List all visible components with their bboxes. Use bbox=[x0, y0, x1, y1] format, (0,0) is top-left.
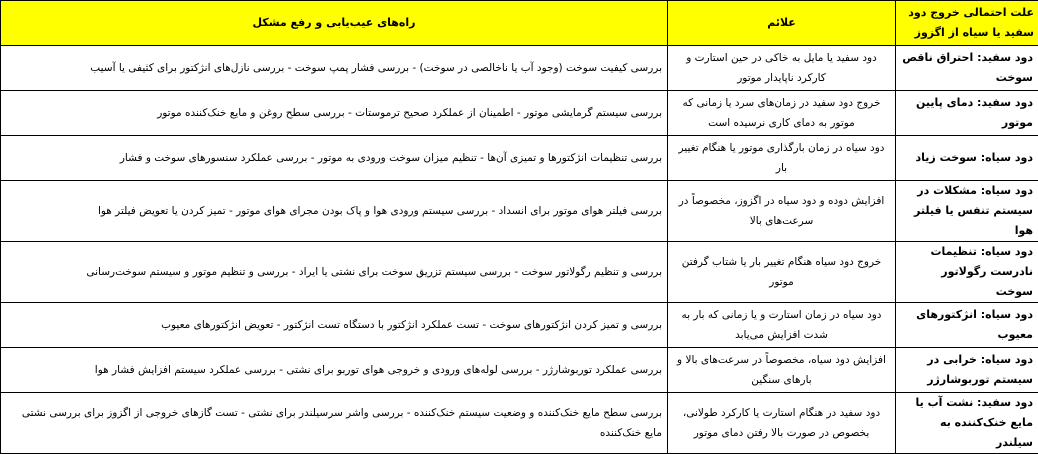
symptom-cell: دود سفید یا مایل به خاکی در حین استارت و کارکرد ناپایدار موتور bbox=[668, 46, 896, 91]
header-row bbox=[1, 1, 1038, 46]
table-row bbox=[1, 46, 1038, 91]
cause-cell: دود سیاه: خرابی در سیستم توربوشارژر bbox=[896, 348, 1038, 393]
solution-cell: بررسی سطح مایع خنک‌کننده و وضعیت سیستم خنک‌کننده - بررسی واشر سرسیلندر برای نشتی - تست گازهای خروجی از اگزوز برای بررسی نشتی مایع خنک‌کننده bbox=[1, 393, 668, 454]
solution-cell: بررسی فیلتر هوای موتور برای انسداد - بررسی سیستم ورودی هوا و پاک بودن مجرای هوای موتور - تمیز کردن یا تعویض فیلتر هوا bbox=[1, 181, 668, 242]
cause-cell: دود سیاه: انژکتورهای معیوب bbox=[896, 303, 1038, 348]
table-row bbox=[1, 348, 1038, 393]
solution-cell: بررسی سیستم گرمایشی موتور - اطمینان از عملکرد صحیح ترموستات - بررسی سطح روغن و مایع خنک‌کننده موتور bbox=[1, 91, 668, 136]
header-cause: علت احتمالی خروج دود سفید یا سیاه از اگزوز bbox=[896, 1, 1038, 46]
symptom-cell: افزایش دود سیاه، مخصوصاً در سرعت‌های بالا و بارهای سنگین bbox=[668, 348, 896, 393]
header-symptoms: علائم bbox=[668, 1, 896, 46]
symptom-cell: دود سیاه در زمان استارت و یا زمانی که بار به شدت افزایش می‌یابد bbox=[668, 303, 896, 348]
cause-cell: دود سفید: دمای پایین موتور bbox=[896, 91, 1038, 136]
solution-cell: بررسی تنظیمات انژکتورها و تمیزی آن‌ها - تنظیم میزان سوخت ورودی به موتور - بررسی عملکرد سنسورهای سوخت و فشار bbox=[1, 136, 668, 181]
table-row bbox=[1, 91, 1038, 136]
solution-cell: بررسی و تمیز کردن انژکتورهای سوخت - تست عملکرد انژکتور با دستگاه تست انژکتور - تعویض انژکتورهای معیوب bbox=[1, 303, 668, 348]
table-row bbox=[1, 303, 1038, 348]
symptom-cell: خروج دود سیاه هنگام تغییر بار یا شتاب گرفتن موتور bbox=[668, 242, 896, 303]
table-row bbox=[1, 242, 1038, 303]
cause-cell: دود سفید: نشت آب یا مایع خنک‌کننده به سیلندر bbox=[896, 393, 1038, 454]
table-row bbox=[1, 181, 1038, 242]
cause-cell: دود سیاه: تنظیمات نادرست رگولاتور سوخت bbox=[896, 242, 1038, 303]
cause-cell: دود سیاه: مشکلات در سیستم تنفس یا فیلتر هوا bbox=[896, 181, 1038, 242]
table-row bbox=[1, 136, 1038, 181]
solution-cell: بررسی عملکرد توربوشارژر - بررسی لوله‌های ورودی و خروجی هوای توربو برای نشتی - بررسی عملکرد سیستم افزایش فشار هوا bbox=[1, 348, 668, 393]
symptom-cell: دود سیاه در زمان بارگذاری موتور یا هنگام تغییر بار bbox=[668, 136, 896, 181]
header-solutions: راه‌های عیب‌یابی و رفع مشکل bbox=[1, 1, 668, 46]
symptom-cell: افزایش دوده و دود سیاه در اگزوز، مخصوصاً در سرعت‌های بالا bbox=[668, 181, 896, 242]
symptom-cell: دود سفید در هنگام استارت یا کارکرد طولانی، بخصوص در صورت بالا رفتن دمای موتور bbox=[668, 393, 896, 454]
symptom-cell: خروج دود سفید در زمان‌های سرد یا زمانی که موتور به دمای کاری نرسیده است bbox=[668, 91, 896, 136]
cause-cell: دود سفید: احتراق ناقص سوخت bbox=[896, 46, 1038, 91]
table-row bbox=[1, 393, 1038, 454]
solution-cell: بررسی و تنظیم رگولاتور سوخت - بررسی سیستم تزریق سوخت برای نشتی یا ایراد - بررسی و تنظیم موتور و سیستم سوخت‌رسانی bbox=[1, 242, 668, 303]
cause-cell: دود سیاه: سوخت زیاد bbox=[896, 136, 1038, 181]
solution-cell: بررسی کیفیت سوخت (وجود آب یا ناخالصی در سوخت) - بررسی فشار پمپ سوخت - بررسی نازل‌های انژکتور برای کثیفی یا آسیب bbox=[1, 46, 668, 91]
